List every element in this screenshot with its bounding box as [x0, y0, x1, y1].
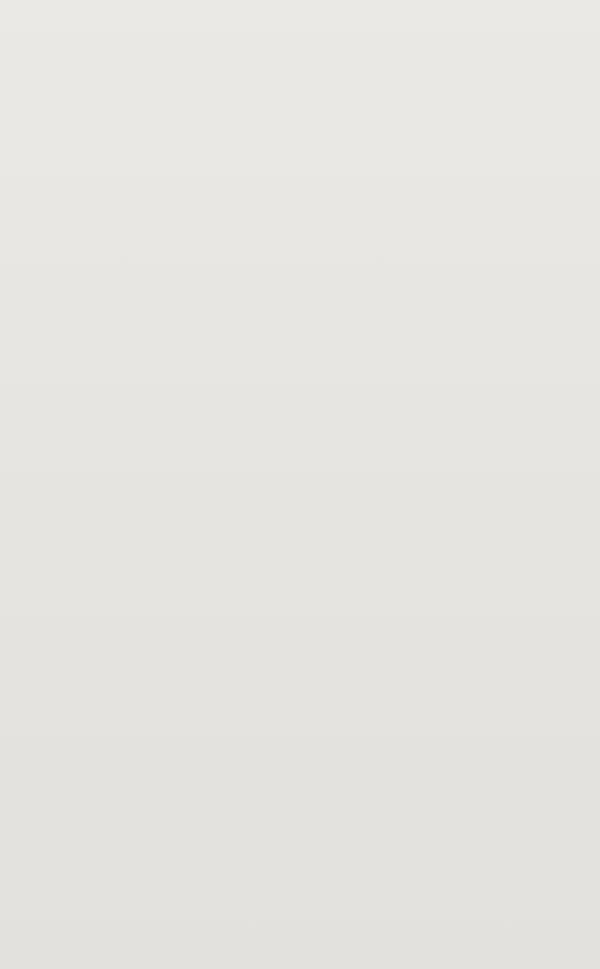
toc-entry: [20, 154, 532, 186]
part-title: [20, 120, 532, 144]
table-of-contents: [20, 78, 532, 219]
section-heading: [20, 78, 532, 110]
toc-entry-continuation: [20, 187, 532, 219]
